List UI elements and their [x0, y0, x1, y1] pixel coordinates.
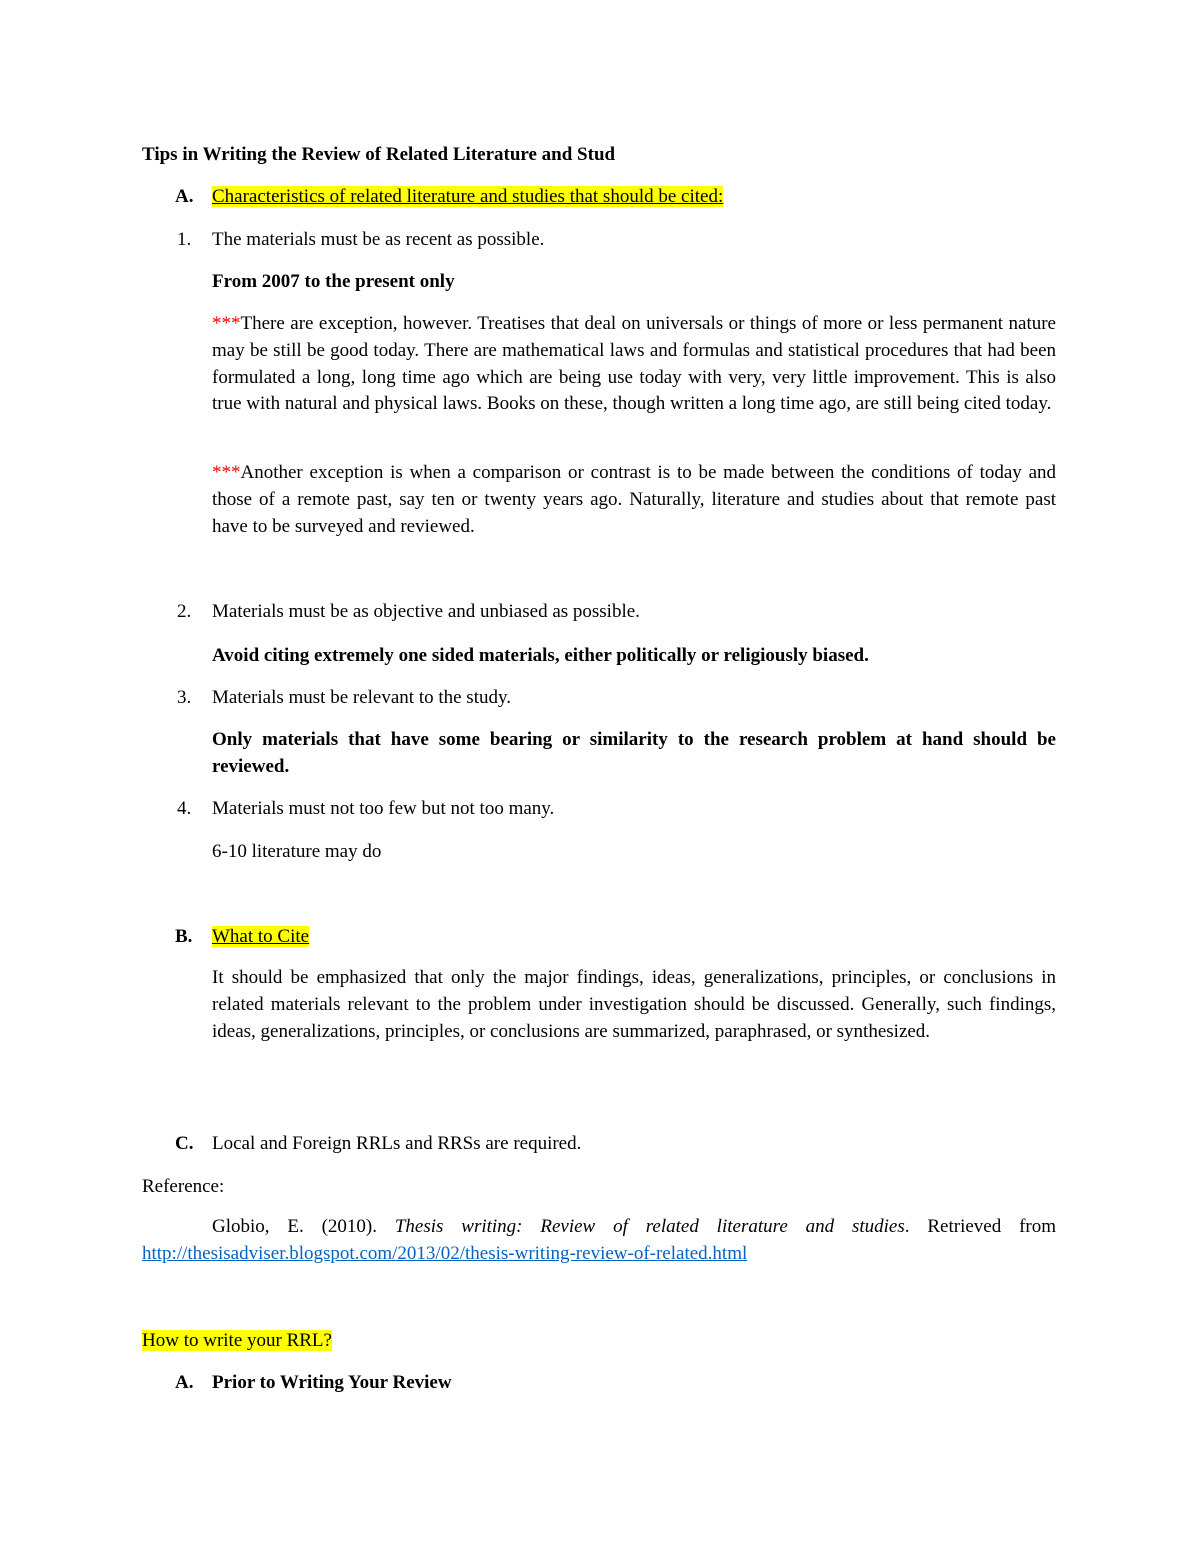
item-2-note: Avoid citing extremely one sided materials, either politically or religiously biased. — [212, 645, 869, 666]
section-a-marker: A. — [175, 186, 194, 207]
item-2-text: Materials must be as objective and unbiased as possible. — [212, 601, 640, 622]
reference-citation — [142, 1214, 1056, 1268]
exception-1-stars: *** — [212, 313, 241, 334]
reference-work-title: Thesis writing: Review of related literature and studies — [394, 1216, 905, 1237]
item-3-note: Only materials that have some bearing or similarity to the research problem at hand should be reviewed. — [212, 729, 1056, 777]
rrl-a-marker: A. — [175, 1372, 194, 1393]
reference-label: Reference: — [142, 1176, 225, 1197]
section-a-heading-text: Characteristics of related literature and studies that should be cited: — [212, 186, 724, 207]
item-4-note: 6-10 literature may do — [212, 841, 382, 862]
item-1-number: 1. — [177, 229, 192, 250]
item-1-text: The materials must be as recent as possible. — [212, 229, 545, 250]
rrl-heading-text: How to write your RRL? — [142, 1330, 332, 1351]
exception-1-text: There are exception, however. Treatises that deal on universals or things of more or less permanent nature may be still be good today. There are mathematical laws and formulas and statistical procedures that had been formulated a long, long time ago which are being use today with very, very little improvement. This is also true with natural and physical laws. Books on these, though written a long time ago, are still being cited today. — [212, 313, 1056, 415]
reference-url-link[interactable]: http://thesisadviser.blogspot.com/2013/02/thesis-writing-review-of-related.html — [142, 1242, 748, 1264]
exception-2-paragraph — [212, 460, 1056, 540]
rrl-a-subheading: Prior to Writing Your Review — [212, 1372, 452, 1393]
item-1-note: From 2007 to the present only — [212, 271, 455, 292]
exception-1-paragraph — [212, 311, 1056, 418]
document-title: Tips in Writing the Review of Related Literature and Stud — [142, 144, 616, 165]
section-a-heading — [212, 185, 723, 209]
item-4-number: 4. — [177, 798, 192, 819]
item-3-number: 3. — [177, 687, 192, 708]
section-b-marker: B. — [175, 926, 193, 947]
item-2-number: 2. — [177, 601, 192, 622]
item-4-text: Materials must not too few but not too many. — [212, 798, 555, 819]
section-c-text: Local and Foreign RRLs and RRSs are required. — [212, 1133, 582, 1154]
item-3-text: Materials must be relevant to the study. — [212, 687, 511, 708]
section-b-heading — [212, 925, 309, 949]
section-b-body: It should be emphasized that only the major findings, ideas, generalizations, principles, or conclusions in related materials relevant to the problem under investigation should be discussed. Generally, such findings, ideas, generalizations, principles, or conclusions are summarized, paraphrased, or synthesized. — [212, 967, 1056, 1042]
exception-2-text: Another exception is when a comparison or contrast is to be made between the conditions of today and those of a remote past, say ten or twenty years ago. Naturally, literature and studies about that remote past have to be surveyed and reviewed. — [212, 462, 1056, 537]
section-b-heading-text: What to Cite — [212, 926, 310, 947]
reference-author: Globio, E. (2010). — [212, 1216, 395, 1237]
exception-2-stars: *** — [212, 462, 241, 483]
rrl-heading — [142, 1329, 332, 1353]
reference-retrieved: . Retrieved from — [904, 1216, 1057, 1237]
section-c-marker: C. — [175, 1133, 194, 1154]
